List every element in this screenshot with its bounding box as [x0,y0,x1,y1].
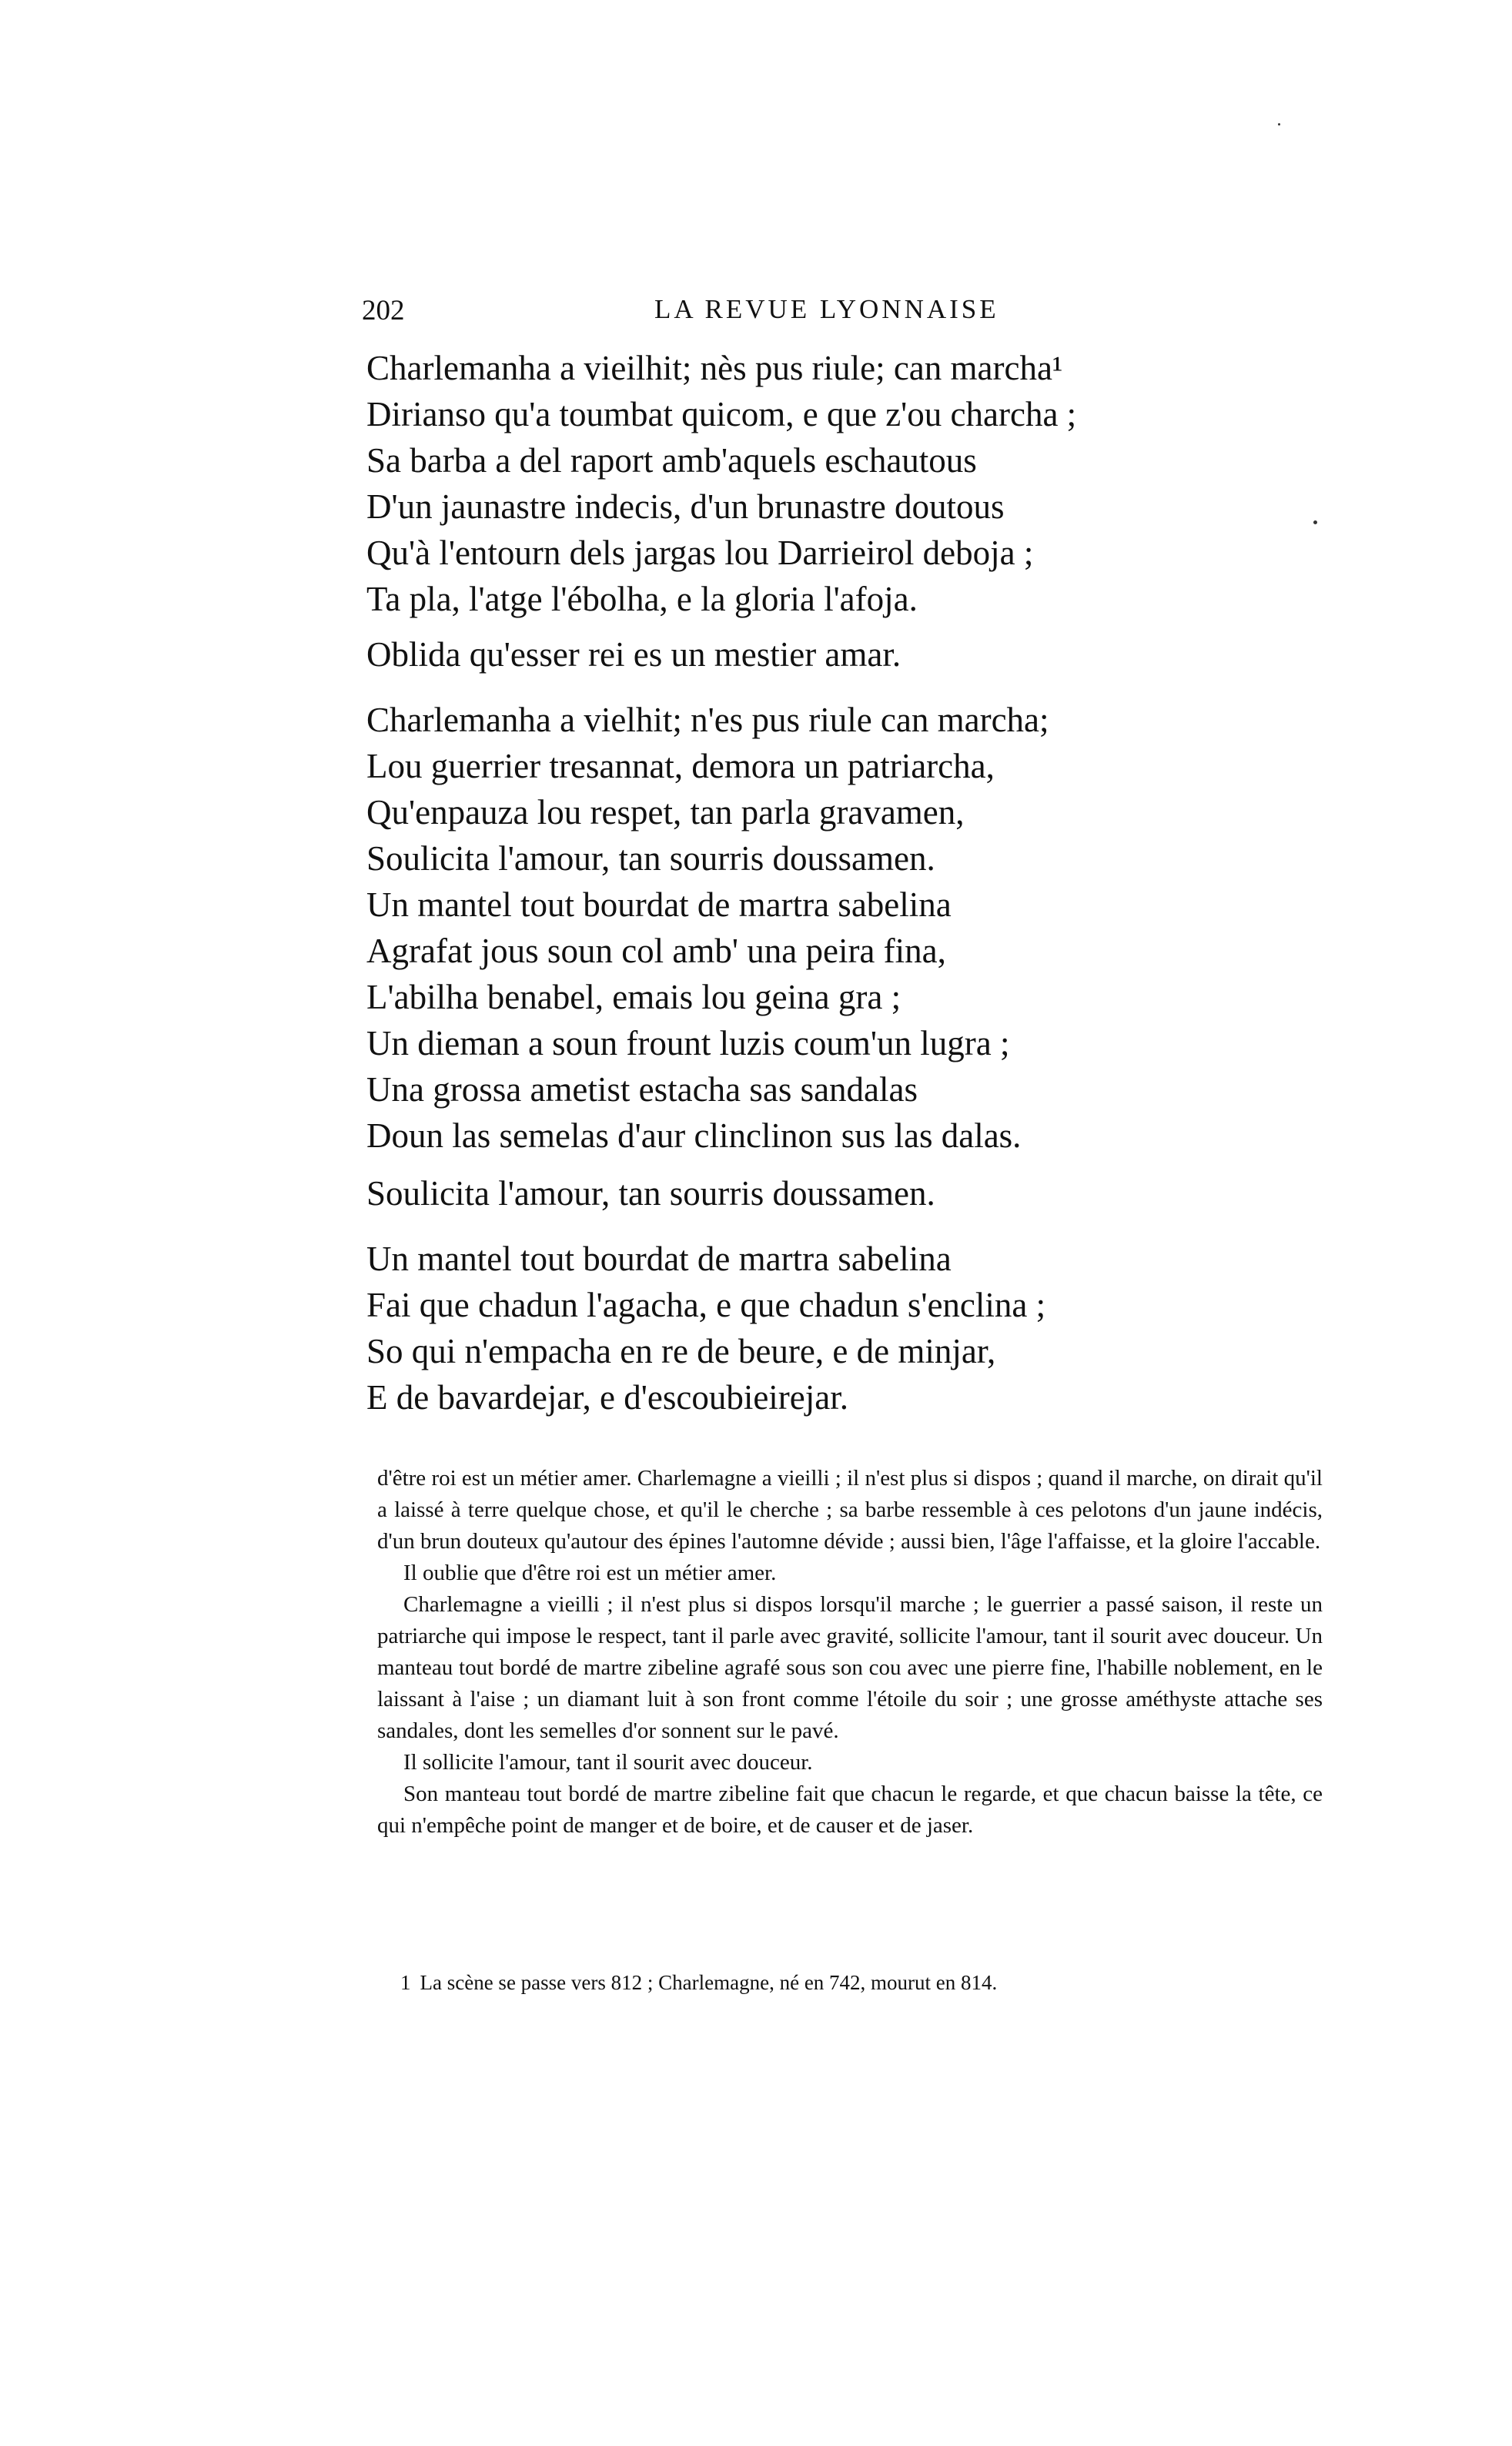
verse-line: Soulicita l'amour, tan sourris doussamen. [366,1174,935,1213]
translation-paragraph: d'être roi est un métier amer. Charlemagne a vieilli ; il n'est plus si dispos ; quand il marche, on dirait qu'il a laissé à terre quelque chose, et qu'il le cherche ; sa barbe ressemble à ces pelotons d'un jaune indécis, d'un brun douteux qu'autour des épines l'automne dévide ; aussi bien, l'âge l'affaisse, et la gloire l'accable. [377,1466,1323,1554]
verse-line: Ta pla, l'atge l'ébolha, e la gloria l'afoja. [366,580,918,618]
poem-stanza-2 [366,697,1213,1159]
verse-line: Un mantel tout bourdat de martra sabelina [366,1240,952,1278]
poem-stanza-1 [366,345,1213,622]
verse-line: L'abilha benabel, emais lou geina gra ; [366,978,902,1016]
verse-line: Una grossa ametist estacha sas sandalas [366,1070,918,1109]
french-translation [377,1463,1323,1842]
translation-paragraph: Il oublie que d'être roi est un métier amer. [403,1561,777,1585]
verse-line: D'un jaunastre indecis, d'un brunastre doutous [366,487,1005,526]
footnote [400,1971,1247,1995]
verse-line: Soulicita l'amour, tan sourris doussamen. [366,839,935,878]
translation-paragraph: Son manteau tout bordé de martre zibeline fait que chacun le regarde, et que chacun baisse la tête, ce qui n'empêche point de manger et de boire, et de causer et de jaser. [377,1782,1323,1838]
verse-line: Fai que chadun l'agacha, e que chadun s'enclina ; [366,1286,1046,1324]
verse-line: Un dieman a soun frount luzis coum'un lugra ; [366,1024,1010,1062]
verse-line: So qui n'empacha en re de beure, e de minjar, [366,1332,996,1370]
print-speck [1278,123,1280,125]
verse-line: Doun las semelas d'aur clinclinon sus las dalas. [366,1116,1022,1155]
page-number: 202 [362,295,405,326]
translation-paragraph: Il sollicite l'amour, tant il sourit avec douceur. [403,1750,813,1775]
verse-line: E de bavardejar, e d'escoubieirejar. [366,1378,848,1417]
translation-paragraph: Charlemagne a vieilli ; il n'est plus si dispos lorsqu'il marche ; le guerrier a passé saison, il reste un patriarche qui impose le respect, tant il parle avec gravité, sollicite l'amour, tant il sourit avec douceur. Un manteau tout bordé de martre zibeline agrafé sous son cou avec une pierre fine, l'habille noblement, en le laissant à l'aise ; un diamant luit à son front comme l'étoile du soir ; une grosse améthyste attache ses sandales, dont les semelles d'or sonnent sur le pavé. [377,1592,1323,1743]
verse-line: Qu'à l'entourn dels jargas lou Darrieirol deboja ; [366,534,1034,572]
verse-line: Agrafat jous soun col amb' una peira fina, [366,932,946,970]
poem-refrain-2 [366,1170,1213,1216]
running-title: LA REVUE LYONNAISE [654,294,999,324]
verse-line: Lou guerrier tresannat, demora un patriarcha, [366,747,995,785]
verse-line: Oblida qu'esser rei es un mestier amar. [366,635,902,674]
poem-stanza-3 [366,1236,1213,1420]
verse-line: Charlemanha a vielhit; n'es pus riule can marcha; [366,701,1049,739]
verse-line: Charlemanha a vieilhit; nès pus riule; can marcha¹ [366,349,1063,387]
verse-line: Dirianso qu'a toumbat quicom, e que z'ou charcha ; [366,395,1077,433]
footnote-text: La scène se passe vers 812 ; Charlemagne, né en 742, mourut en 814. [420,1971,998,1994]
page-header [362,294,1216,333]
verse-line: Sa barba a del raport amb'aquels eschautous [366,441,977,480]
verse-line: Un mantel tout bourdat de martra sabelina [366,885,952,924]
poem-refrain-1 [366,631,1213,678]
footnote-marker: 1 [400,1971,411,1994]
print-speck [1313,520,1317,524]
verse-line: Qu'enpauza lou respet, tan parla gravamen, [366,793,965,832]
